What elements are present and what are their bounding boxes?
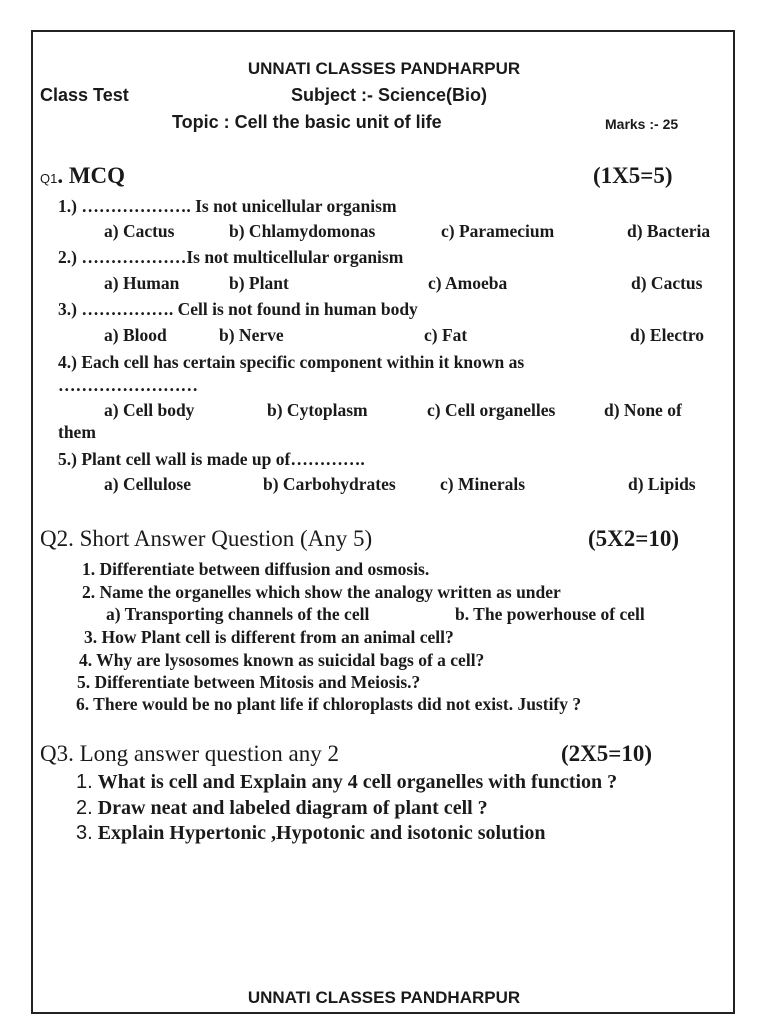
q1-4-option-c: c) Cell organelles bbox=[427, 400, 556, 420]
q3-item-1-text: What is cell and Explain any 4 cell organelles with function ? bbox=[97, 771, 618, 793]
q1-4-option-d: d) None of bbox=[604, 400, 682, 420]
q3-item-2 bbox=[76, 797, 488, 820]
footer-institute: UNNATI CLASSES PANDHARPUR bbox=[247, 988, 521, 1007]
q1-5-option-b: b) Carbohydrates bbox=[263, 474, 396, 494]
q1-question-3: 3.) ……………. Cell is not found in human body bbox=[58, 299, 418, 319]
q3-item-3-number: 3. bbox=[76, 822, 93, 844]
q1-question-1: 1.) ………………. Is not unicellular organism bbox=[58, 196, 397, 216]
q2-item-6: 6. There would be no plant life if chloroplasts did not exist. Justify ? bbox=[76, 694, 582, 714]
q2-item-5: 5. Differentiate between Mitosis and Meiosis.? bbox=[77, 672, 421, 692]
q2-item-2: 2. Name the organelles which show the analogy written as under bbox=[82, 582, 561, 602]
q1-question-4-blank: …………………… bbox=[58, 375, 198, 395]
q2-item-2a: a) Transporting channels of the cell bbox=[106, 604, 370, 624]
q1-2-option-c: c) Amoeba bbox=[428, 273, 508, 293]
q1-4-option-d-wrap: them bbox=[58, 422, 96, 442]
q1-2-option-d: d) Cactus bbox=[631, 273, 703, 293]
institute-title: UNNATI CLASSES PANDHARPUR bbox=[247, 59, 521, 78]
total-marks: Marks :- 25 bbox=[605, 116, 679, 132]
q1-2-option-b: b) Plant bbox=[229, 273, 289, 293]
q3-item-2-number: 2. bbox=[76, 797, 93, 819]
q3-item-2-text: Draw neat and labeled diagram of plant cell ? bbox=[97, 797, 488, 819]
q2-item-4: 4. Why are lysosomes known as suicidal bags of a cell? bbox=[79, 650, 485, 670]
q1-1-option-b: b) Chlamydomonas bbox=[229, 221, 376, 241]
q3-item-3 bbox=[76, 822, 546, 845]
q2-item-3: 3. How Plant cell is different from an animal cell? bbox=[84, 627, 454, 647]
q3-item-3-text: Explain Hypertonic ,Hypotonic and isotonic solution bbox=[97, 822, 546, 844]
q1-3-option-a: a) Blood bbox=[104, 325, 167, 345]
q2-marks: (5X2=10) bbox=[588, 526, 680, 551]
test-type: Class Test bbox=[40, 85, 129, 105]
q1-3-option-d: d) Electro bbox=[630, 325, 705, 345]
q1-1-option-a: a) Cactus bbox=[104, 221, 175, 241]
q2-item-1: 1. Differentiate between diffusion and osmosis. bbox=[82, 559, 430, 579]
q1-question-2: 2.) ………………Is not multicellular organism bbox=[58, 247, 404, 267]
topic-line: Topic : Cell the basic unit of life bbox=[172, 112, 442, 132]
q2-title: Q2. Short Answer Question (Any 5) bbox=[40, 526, 373, 551]
subject-line: Subject :- Science(Bio) bbox=[291, 85, 488, 105]
q1-3-option-b: b) Nerve bbox=[219, 325, 284, 345]
q1-title: . MCQ bbox=[57, 163, 126, 188]
q1-prefix: Q1 bbox=[40, 171, 58, 186]
q1-5-option-d: d) Lipids bbox=[628, 474, 696, 494]
q3-item-1 bbox=[76, 771, 617, 794]
q1-1-option-c: c) Paramecium bbox=[441, 221, 555, 241]
q1-5-option-c: c) Minerals bbox=[440, 474, 526, 494]
q1-1-option-d: d) Bacteria bbox=[627, 221, 711, 241]
q1-3-option-c: c) Fat bbox=[424, 325, 468, 345]
q1-question-5: 5.) Plant cell wall is made up of…………. bbox=[58, 449, 365, 469]
q1-4-option-a: a) Cell body bbox=[104, 400, 195, 420]
q3-marks: (2X5=10) bbox=[561, 741, 653, 766]
q3-title: Q3. Long answer question any 2 bbox=[40, 741, 339, 766]
q2-item-2b: b. The powerhouse of cell bbox=[455, 604, 645, 624]
q1-4-option-b: b) Cytoplasm bbox=[267, 400, 368, 420]
q1-heading bbox=[40, 163, 125, 189]
q1-2-option-a: a) Human bbox=[104, 273, 180, 293]
q1-marks: (1X5=5) bbox=[593, 163, 673, 188]
q1-question-4: 4.) Each cell has certain specific component within it known as bbox=[58, 352, 525, 372]
q1-5-option-a: a) Cellulose bbox=[104, 474, 192, 494]
q3-item-1-number: 1. bbox=[76, 771, 93, 793]
